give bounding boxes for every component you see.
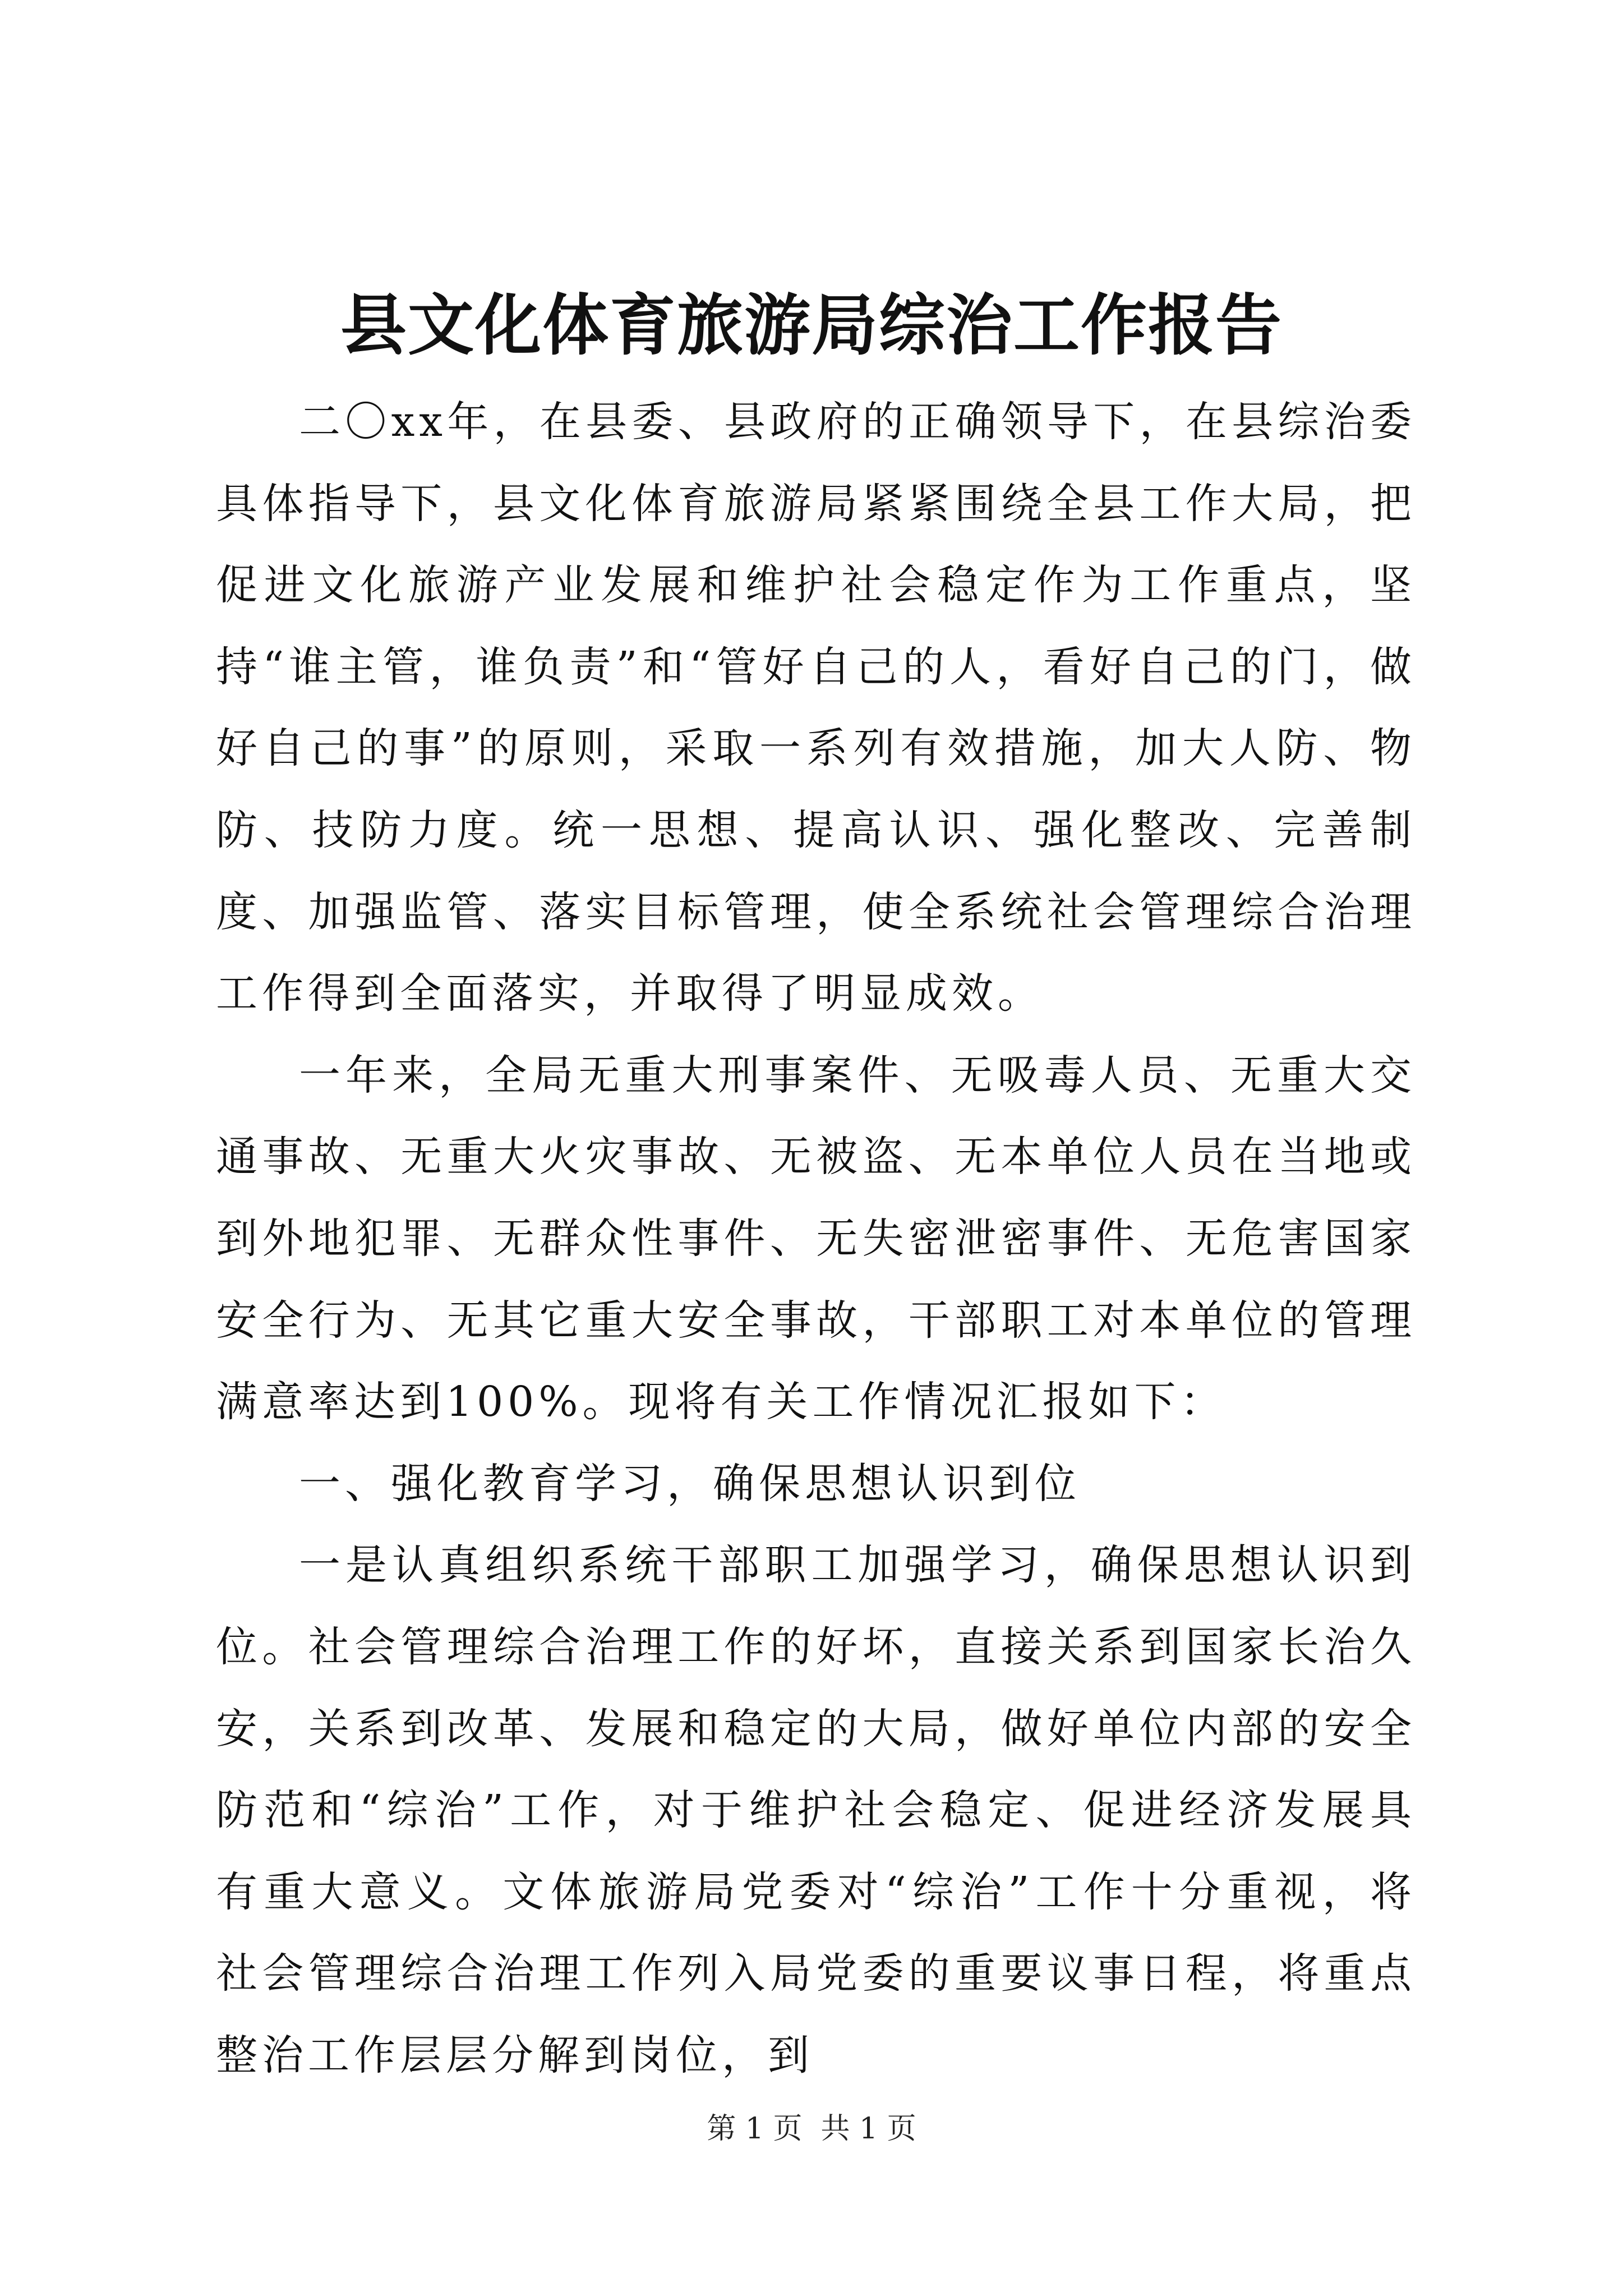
page-number-label: 第 1 页 共 1 页 xyxy=(707,2112,916,2146)
paragraph-intro: 二〇xx年，在县委、县政府的正确领导下，在县综治委具体指导下，县文化体育旅游局紧紧围绕全县工作大局，把促进文化旅游产业发展和维护社会稳定作为工作重点，坚持“谁主管，谁负责”和“管好自己的人，看好自己的门，做好自己的事”的原则，采取一系列有效措施，加大人防、物防、技防力度。统一思想、提高认识、强化整改、完善制度、加强监管、落实目标管理，使全系统社会管理综合治理工作得到全面落实，并取得了明显成效。 xyxy=(216,398,1416,1018)
document-body xyxy=(216,381,1416,2096)
section-heading: 一、强化教育学习，确保思想认识到位 xyxy=(299,1459,1081,1508)
paragraph-summary: 一年来，全局无重大刑事案件、无吸毒人员、无重大交通事故、无重大火灾事故、无被盗、无本单位人员在当地或到外地犯罪、无群众性事件、无失密泄密事件、无危害国家安全行为、无其它重大安全事故，干部职工对本单位的管理满意率达到100%。现将有关工作情况汇报如下： xyxy=(216,1051,1416,1427)
page-footer xyxy=(0,2109,1623,2148)
document-title: 县文化体育旅游局综治工作报告 xyxy=(340,286,1283,364)
section-paragraph: 一是认真组织系统干部职工加强学习，确保思想认识到位。社会管理综合治理工作的好坏，直接关系到国家长治久安，关系到改革、发展和稳定的大局，做好单位内部的安全防范和“综治”工作，对于维护社会稳定、促进经济发展具有重大意义。文体旅游局党委对“综治”工作十分重视，将社会管理综合治理工作列入局党委的重要议事日程，将重点整治工作层层分解到岗位，到 xyxy=(216,1541,1416,2079)
